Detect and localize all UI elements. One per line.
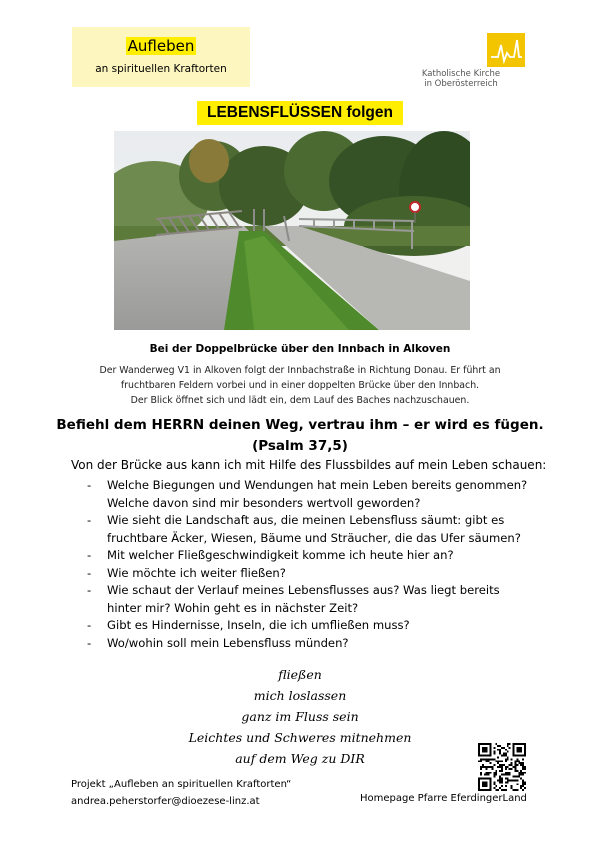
question-text: Gibt es Hindernisse, Inseln, die ich umfließen muss? xyxy=(107,618,410,632)
question-text: Mit welcher Fließgeschwindigkeit komme ich heute hier an? xyxy=(107,548,454,562)
list-item xyxy=(71,547,541,565)
verse-reference: (Psalm 37,5) xyxy=(252,438,348,454)
list-item xyxy=(71,512,541,547)
header-tag-box xyxy=(72,27,250,87)
logo-line: in Oberösterreich xyxy=(424,79,498,89)
page-headline: LEBENSFLÜSSEN folgen xyxy=(197,101,403,125)
intro-line: Der Wanderweg V1 in Alkoven folgt der Innbachstraße in Richtung Donau. Er führt an xyxy=(99,365,501,376)
bible-verse xyxy=(40,415,560,457)
church-logo-icon xyxy=(487,33,525,67)
tag-title xyxy=(72,37,250,55)
poem-line: fließen xyxy=(278,667,322,682)
bullet-dash: - xyxy=(87,513,92,527)
poem-line: ganz im Fluss sein xyxy=(241,709,359,724)
question-text: Wie sieht die Landschaft aus, die meinen Lebensfluss säumt: gibt es fruchtbare Äcker, Wiesen, Bäume und Sträucher, die das Ufer säumen? xyxy=(107,513,521,545)
footer-email-link[interactable]: andrea.peherstorfer@dioezese-linz.at xyxy=(71,796,260,807)
question-text: Wo/wohin soll mein Lebensfluss münden? xyxy=(107,635,349,650)
verse-text: Befiehl dem HERRN deinen Weg, vertrau ihm – er wird es fügen. xyxy=(56,417,544,433)
intro-line: Der Blick öffnet sich und lädt ein, dem Lauf des Baches nachzuschauen. xyxy=(130,395,470,406)
lead-sentence: Von der Brücke aus kann ich mit Hilfe des Flussbildes auf mein Leben schauen: xyxy=(71,458,547,472)
bullet-dash: - xyxy=(87,635,92,650)
bullet-dash: - xyxy=(87,618,92,632)
intro-line: fruchtbaren Feldern vorbei und in einer doppelten Brücke über den Innbach. xyxy=(120,380,480,391)
poem-line: auf dem Weg zu DIR xyxy=(235,751,365,766)
bullet-dash: - xyxy=(87,478,92,492)
logo-text xyxy=(396,69,526,89)
reflection-questions xyxy=(71,477,541,652)
bullet-dash: - xyxy=(87,565,92,580)
bullet-dash: - xyxy=(87,583,92,597)
list-item xyxy=(71,565,541,583)
photo-caption: Bei der Doppelbrücke über den Innbach in Alkoven xyxy=(149,343,451,355)
list-item xyxy=(71,635,541,653)
tag-title-text: Aufleben xyxy=(127,37,195,55)
footer-project-name: Projekt „Aufleben an spirituellen Kraftorten“ xyxy=(71,779,292,790)
list-item xyxy=(71,617,541,635)
footer-homepage-link[interactable]: Homepage Pfarre EferdingerLand xyxy=(360,793,527,804)
intro-paragraph xyxy=(70,363,530,408)
tag-subtitle: an spirituellen Kraftorten xyxy=(95,63,227,75)
poem-line: Leichtes und Schweres mitnehmen xyxy=(188,730,412,745)
bridge-photo xyxy=(114,131,470,330)
poem-line: mich loslassen xyxy=(253,688,347,703)
list-item xyxy=(71,477,541,512)
question-text: Wie schaut der Verlauf meines Lebensflusses aus? Was liegt bereits hinter mir? Wohin geht es in nächster Zeit? xyxy=(107,583,500,615)
bullet-dash: - xyxy=(87,548,92,562)
question-text: Welche Biegungen und Wendungen hat mein Leben bereits genommen? Welche davon sind mir besonders wertvoll geworden? xyxy=(107,478,528,510)
question-text: Wie möchte ich weiter fließen? xyxy=(107,565,286,580)
list-item xyxy=(71,582,541,617)
qr-code-icon[interactable] xyxy=(478,743,526,791)
logo-line: Katholische Kirche xyxy=(421,69,501,79)
footer-project-info xyxy=(71,776,291,810)
